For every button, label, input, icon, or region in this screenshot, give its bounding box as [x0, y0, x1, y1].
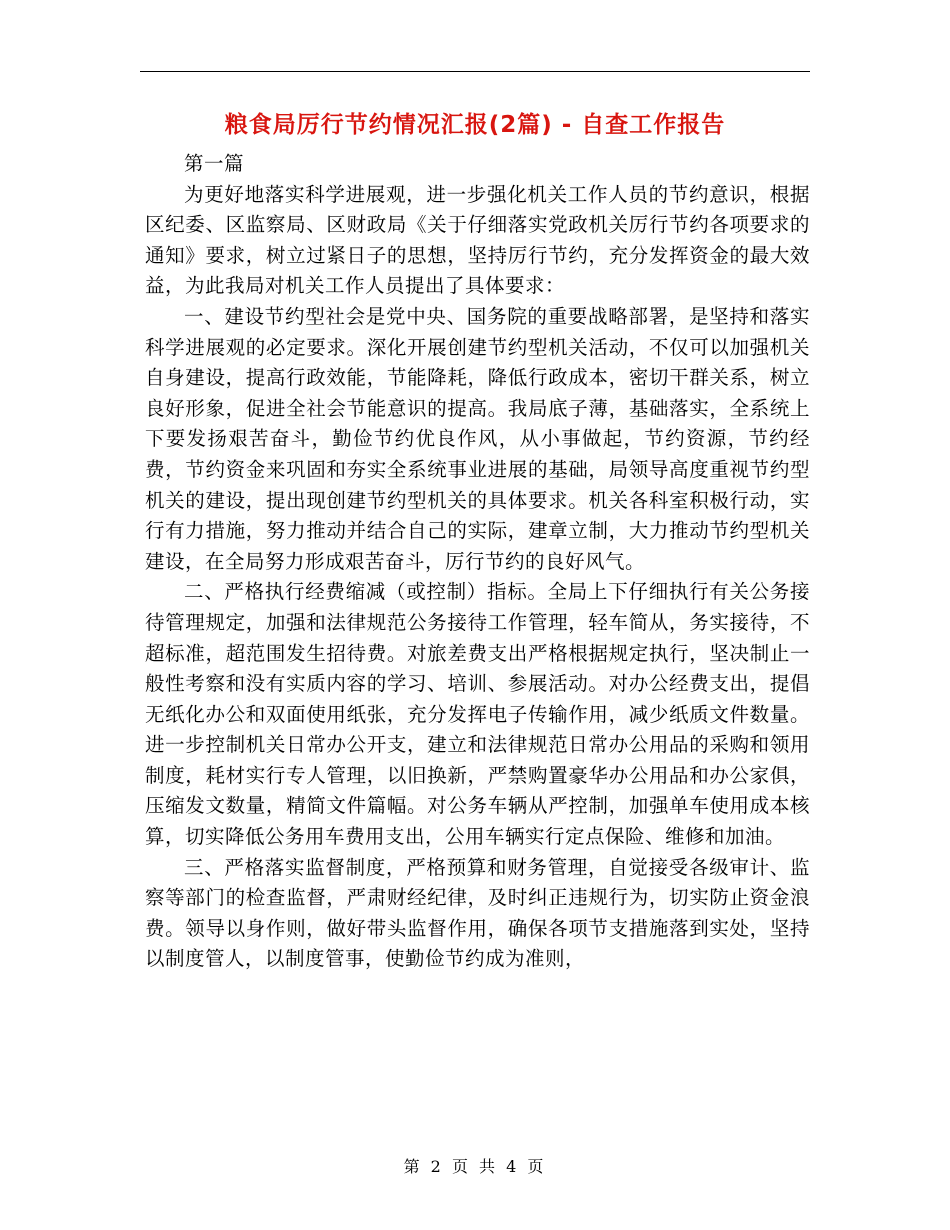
paragraph: 一、建设节约型社会是党中央、国务院的重要战略部署，是坚持和落实科学进展观的必定要求。深化开展创建节约型机关活动，不仅可以加强机关自身建设，提高行政效能，节能降耗，降低行政成本，密切干群关系，树立良好形象，促进全社会节能意识的提高。我局底子薄，基础落实，全系统上下要发扬艰苦奋斗，勤俭节约优良作风，从小事做起，节约资源，节约经费，节约资金来巩固和夯实全系统事业进展的基础，局领导高度重视节约型机关的建设，提出现创建节约型机关的具体要求。机关各科室积极行动，实行有力措施，努力推动并结合自己的实际，建章立制，大力推动节约型机关建设，在全局努力形成艰苦奋斗，厉行节约的良好风气。: [145, 304, 810, 573]
paragraph: 二、严格执行经费缩减（或控制）指标。全局上下仔细执行有关公务接待管理规定，加强和法律规范公务接待工作管理，轻车简从，务实接待，不超标准，超范围发生招待费。对旅差费支出严格根据规定执行，坚决制止一般性考察和没有实质内容的学习、培训、参展活动。对办公经费支出，提倡无纸化办公和双面使用纸张，充分发挥电子传输作用，减少纸质文件数量。进一步控制机关日常办公开支，建立和法律规范日常办公用品的采购和领用制度，耗材实行专人管理，以旧换新，严禁购置豪华办公用品和办公家俱，压缩发文数量，精简文件篇幅。对公务车辆从严控制，加强单车使用成本核算，切实降低公务用车费用支出，公用车辆实行定点保险、维修和加油。: [145, 580, 810, 849]
document-body: [145, 149, 810, 975]
paragraph: 三、严格落实监督制度，严格预算和财务管理，自觉接受各级审计、监察等部门的检查监督，严肃财经纪律，及时纠正违规行为，切实防止资金浪费。领导以身作则，做好带头监督作用，确保各项节支措施落到实处，坚持以制度管人，以制度管事，使勤俭节约成为准则，: [145, 855, 810, 971]
section-heading: 第一篇: [184, 152, 245, 175]
paragraph: 为更好地落实科学进展观，进一步强化机关工作人员的节约意识，根据区纪委、区监察局、区财政局《关于仔细落实党政机关厉行节约各项要求的通知》要求，树立过紧日子的思想，坚持厉行节约，充分发挥资金的最大效益，为此我局对机关工作人员提出了具体要求：: [145, 182, 810, 298]
document-title: 粮食局厉行节约情况汇报(2篇) - 自查工作报告: [224, 112, 726, 138]
page-footer: 第 2 页 共 4 页: [403, 1157, 547, 1176]
header-rule: [140, 71, 810, 72]
